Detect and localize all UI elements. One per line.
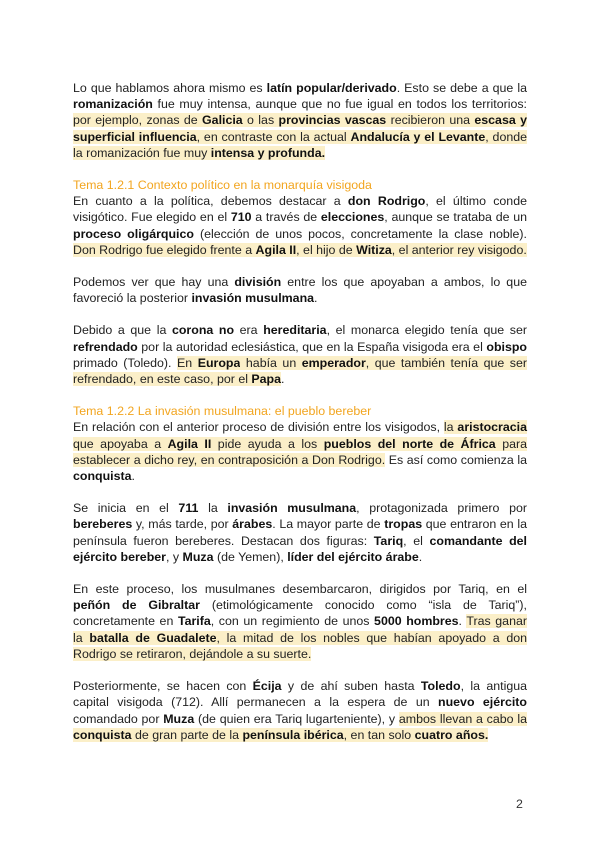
bold-text: obispo	[486, 339, 527, 354]
highlight	[256, 243, 297, 257]
bold-text: Agila II	[255, 242, 297, 257]
text-run: la	[198, 501, 228, 516]
text-run: Podemos ver que hay una	[73, 275, 235, 290]
text-run: comandado por	[73, 711, 164, 726]
paragraph-romanizacion	[73, 80, 527, 161]
highlight	[251, 372, 281, 386]
highlight	[168, 437, 212, 451]
bold-text: invasión musulmana	[227, 501, 357, 516]
highlight	[211, 146, 325, 160]
text-run: Debido a que la	[73, 323, 172, 338]
bold-text: 710	[230, 210, 252, 225]
bold-text: peñón de Gibraltar	[73, 598, 200, 613]
text-run: , el monarca elegido tenía que ser	[326, 323, 527, 338]
text-run: o las	[242, 113, 279, 128]
text-run: , en contraste con la actual	[196, 129, 351, 144]
highlight	[392, 243, 527, 257]
text-run: , el anterior rey visigodo.	[391, 242, 527, 257]
text-run: recibieron una	[386, 113, 475, 128]
text-run: , protagonizada primero por	[356, 501, 527, 516]
text-run: , el	[403, 533, 430, 548]
bold-text: Galicia	[202, 113, 243, 128]
bold-text: intensa y profunda.	[210, 145, 326, 160]
text-run: Es así como comienza la	[385, 452, 527, 467]
bold-text: elecciones	[320, 210, 385, 225]
highlight	[242, 728, 343, 742]
text-run: , en tan solo	[343, 727, 415, 742]
text-run: , el último conde visigótico. Fue elegido en el	[73, 194, 527, 225]
paragraph-gibraltar	[73, 581, 527, 662]
text-run: Posteriormente, se hacen con	[73, 679, 253, 694]
bold-text: conquista	[73, 469, 132, 484]
text-run: (etimológicamente conocido como “isla de Tariq”), concretamente en	[73, 598, 527, 629]
bold-text: Europa	[197, 355, 241, 370]
text-run: por la autoridad eclesiástica, que en la España visigoda era el	[137, 339, 487, 354]
bold-text: romanización	[73, 97, 153, 112]
text-run: (elección de unos pocos, concretamente la clase noble).	[193, 226, 528, 241]
bold-text: bereberes	[73, 517, 133, 532]
bold-text: Agila II	[167, 436, 212, 451]
bold-text: conquista	[73, 727, 132, 742]
highlight	[243, 113, 279, 127]
text-run: . Esto se debe a que la	[396, 81, 527, 95]
text-run: , y	[165, 549, 183, 564]
bold-text: Andalucía y el Levante	[350, 129, 486, 144]
highlight	[351, 130, 486, 144]
text-run: , con un regimiento de unos	[210, 614, 375, 629]
text-run: era	[234, 323, 264, 338]
text-run: Tema 1.2.1 Contexto político en la monarquía visigoda	[73, 178, 372, 193]
text-run: En este proceso, los musulmanes desembarcaron, dirigidos por Tariq, en el	[73, 582, 527, 597]
paragraph-aristocracia	[73, 419, 527, 484]
paragraph-corona	[73, 322, 527, 387]
bold-text: hereditaria	[263, 323, 327, 338]
text-run: había un	[240, 355, 302, 370]
bold-text: tropas	[384, 517, 423, 532]
highlight	[444, 420, 458, 434]
bold-text: árabes	[232, 517, 273, 532]
highlight	[197, 130, 351, 144]
highlight	[279, 113, 387, 127]
text-run: , la mitad de los nobles que habían apoyado a don Rodrigo se retiraron, dejándole a su suerte.	[73, 630, 528, 661]
bold-text: provincias vascas	[278, 113, 387, 128]
text-run: fue muy intensa, aunque que no fue igual en todos los territorios:	[152, 97, 527, 112]
bold-text: Witiza	[356, 242, 392, 257]
paragraph-ecija-toledo	[73, 678, 527, 743]
highlight	[198, 356, 241, 370]
highlight	[132, 728, 243, 742]
highlight	[356, 243, 392, 257]
highlight	[73, 243, 256, 257]
text-run: Tras ganar la	[73, 614, 527, 645]
bold-text: Tarifa	[177, 614, 211, 629]
highlight	[457, 420, 527, 434]
highlight	[415, 728, 489, 742]
bold-text: Toledo	[420, 679, 461, 694]
highlight	[344, 728, 415, 742]
paragraph-don-rodrigo	[73, 193, 527, 258]
highlight	[211, 437, 323, 451]
text-run: a través de	[251, 210, 321, 225]
highlight	[177, 356, 198, 370]
bold-text: Écija	[252, 679, 282, 694]
bold-text: corona no	[171, 323, 235, 338]
bold-text: Muza	[182, 549, 214, 564]
text-run: , que también tenía que ser refrendado, en este caso, por el	[73, 355, 528, 387]
bold-text: Papa	[251, 372, 282, 387]
highlight	[73, 728, 132, 742]
text-run: , el hijo de	[296, 242, 357, 257]
bold-text: división	[234, 275, 282, 290]
text-run: .	[131, 469, 135, 484]
text-run: (de quien era Tariq lugarteniente), y	[194, 711, 399, 726]
heading-tema-1-2-2	[73, 403, 527, 419]
text-run: .	[281, 372, 285, 387]
highlight	[399, 712, 527, 726]
heading-tema-1-2-1	[73, 177, 527, 193]
highlight	[89, 631, 216, 645]
page-number: 2	[516, 797, 523, 811]
text-run: En cuanto a la política, debemos destacar a	[73, 194, 348, 209]
highlight	[296, 243, 356, 257]
text-run: y de ahí suben hasta	[281, 679, 421, 694]
bold-text: cuatro años.	[414, 727, 489, 742]
text-run: primado (Toledo).	[73, 355, 178, 370]
highlight	[302, 356, 366, 370]
text-run: entre los que apoyaban a ambos, lo que favoreció la posterior	[73, 275, 527, 306]
bold-text: invasión musulmana	[191, 291, 315, 306]
highlight	[386, 113, 474, 127]
bold-text: aristocracia	[457, 420, 527, 435]
bold-text: 5000 hombres	[374, 614, 459, 629]
bold-text: nuevo ejército	[438, 695, 527, 710]
text-run: , aunque se trataba de un	[384, 210, 527, 225]
text-run: , la antigua capital visigoda (712). Allí permanecen a la espera de un	[73, 679, 527, 710]
text-run: En relación con el anterior proceso de división entre los visigodos,	[73, 420, 444, 435]
text-run: pide ayuda a los	[211, 436, 324, 451]
bold-text: proceso oligárquico	[73, 226, 194, 241]
text-run: que apoyaba a	[73, 436, 168, 451]
bold-text: Muza	[163, 711, 195, 726]
text-run: y, más tarde, por	[132, 517, 233, 532]
highlight	[324, 437, 496, 451]
bold-text: refrendado	[73, 339, 138, 354]
text-run: (de Yemen),	[213, 549, 288, 564]
text-run: Se inicia en el	[73, 501, 179, 516]
highlight	[202, 113, 243, 127]
text-run: , donde la romanización fue muy	[73, 129, 528, 160]
text-run: de gran parte de la	[131, 727, 243, 742]
bold-text: escasa y superficial influencia	[73, 113, 527, 144]
text-run: por ejemplo, zonas de	[73, 113, 203, 128]
text-run: que entraron en la península fueron bereberes. Destacan dos figuras:	[73, 517, 527, 548]
paragraph-711	[73, 500, 527, 565]
bold-text: península ibérica	[242, 727, 344, 742]
highlight	[73, 113, 202, 127]
text-run: para establecer a dicho rey, en contraposición a Don Rodrigo.	[73, 436, 527, 467]
bold-text: latín popular/derivado	[266, 81, 397, 95]
text-run: Tema 1.2.2 La invasión musulmana: el pueblo bereber	[73, 404, 372, 419]
page-body	[73, 80, 527, 759]
highlight	[240, 356, 301, 370]
text-run: En	[177, 355, 198, 370]
bold-text: comandante del ejército bereber	[73, 533, 527, 564]
text-run: ambos llevan a cabo la	[398, 711, 527, 726]
paragraph-division	[73, 274, 527, 306]
bold-text: líder del ejército árabe	[287, 549, 419, 564]
bold-text: Tariq	[373, 533, 404, 548]
text-run: Don Rodrigo fue elegido frente a	[73, 242, 256, 257]
text-run: la	[443, 420, 458, 435]
text-run: .	[314, 291, 318, 306]
text-run: .	[458, 614, 467, 629]
bold-text: don Rodrigo	[347, 194, 426, 209]
bold-text: batalla de Guadalete	[89, 630, 217, 645]
bold-text: 711	[178, 501, 199, 516]
bold-text: emperador	[301, 355, 366, 370]
text-run: Lo que hablamos ahora mismo es	[73, 81, 267, 95]
text-run: .	[418, 549, 423, 564]
highlight	[73, 437, 168, 451]
bold-text: pueblos del norte de África	[323, 436, 496, 451]
text-run: . La mayor parte de	[272, 517, 385, 532]
